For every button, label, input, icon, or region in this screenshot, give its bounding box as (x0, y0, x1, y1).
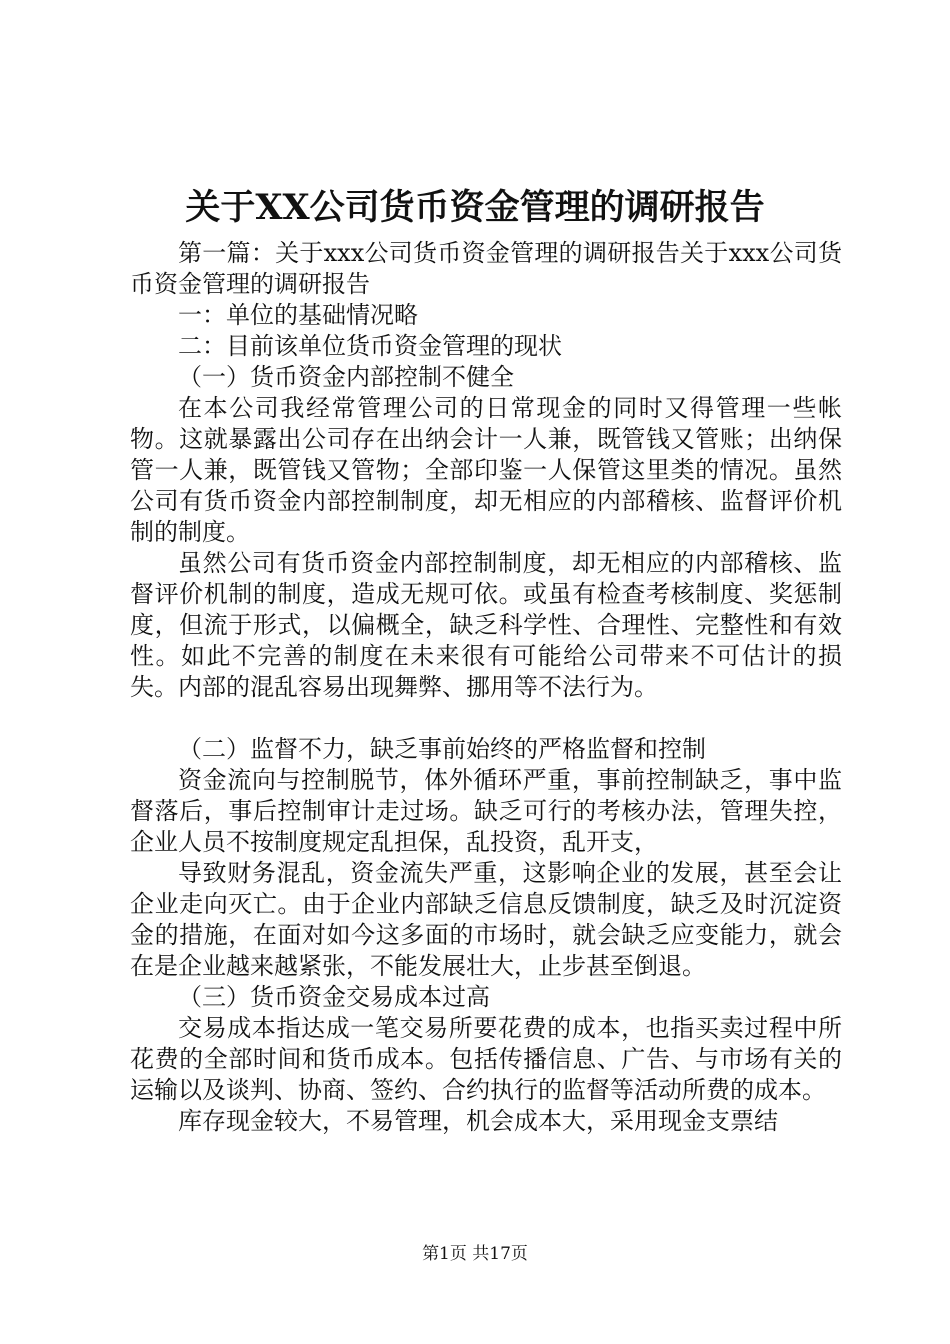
blank-line (130, 703, 842, 734)
body-paragraph: 在本公司我经常管理公司的日常现金的同时又得管理一些帐物。这就暴露出公司存在出纳会计一人兼，既管钱又管账；出纳保管一人兼，既管钱又管物；全部印鉴一人保管这里类的情况。虽然公司有货币资金内部控制制度，却无相应的内部稽核、监督评价机制的制度。 (130, 394, 842, 546)
body-paragraph: 导致财务混乱，资金流失严重，这影响企业的发展，甚至会让企业走向灭亡。由于企业内部缺乏信息反馈制度，缺乏及时沉淀资金的措施，在面对如今这多面的市场时，就会缺乏应变能力，就会在是企业越来越紧张，不能发展壮大，止步甚至倒退。 (130, 859, 842, 980)
body-paragraph: 资金流向与控制脱节，体外循环严重，事前控制缺乏，事中监督落后，事后控制审计走过场。缺乏可行的考核办法，管理失控，企业人员不按制度规定乱担保，乱投资，乱开支， (130, 766, 842, 856)
body-paragraph: 库存现金较大，不易管理，机会成本大，采用现金支票结 (178, 1107, 778, 1135)
body-paragraph: 虽然公司有货币资金内部控制制度，却无相应的内部稽核、监督评价机制的制度，造成无规可依。或虽有检查考核制度、奖惩制度，但流于形式，以偏概全，缺乏科学性、合理性、完整性和有效性。如此不完善的制度在未来很有可能给公司带来不可估计的损失。内部的混乱容易出现舞弊、挪用等不法行为。 (130, 549, 842, 701)
document-title: 关于XX公司货币资金管理的调研报告 (185, 187, 765, 228)
subsection-heading-2: （二）监督不力，缺乏事前始终的严格监督和控制 (178, 735, 706, 763)
page-footer: 第1页 共17页 (422, 1244, 528, 1264)
body-paragraph: 交易成本指达成一笔交易所要花费的成本，也指买卖过程中所花费的全部时间和货币成本。包括传播信息、广告、与市场有关的运输以及谈判、协商、签约、合约执行的监督等活动所费的成本。 (130, 1014, 842, 1104)
subsection-heading-1: （一）货币资金内部控制不健全 (178, 363, 514, 391)
intro-paragraph: 第一篇：关于xxx公司货币资金管理的调研报告关于xxx公司货币资金管理的调研报告 (130, 239, 842, 298)
subsection-heading-3: （三）货币资金交易成本过高 (178, 983, 490, 1011)
section-heading-1: 一：单位的基础情况略 (178, 301, 418, 329)
section-heading-2: 二：目前该单位货币资金管理的现状 (178, 332, 562, 360)
document-body (130, 238, 842, 1137)
